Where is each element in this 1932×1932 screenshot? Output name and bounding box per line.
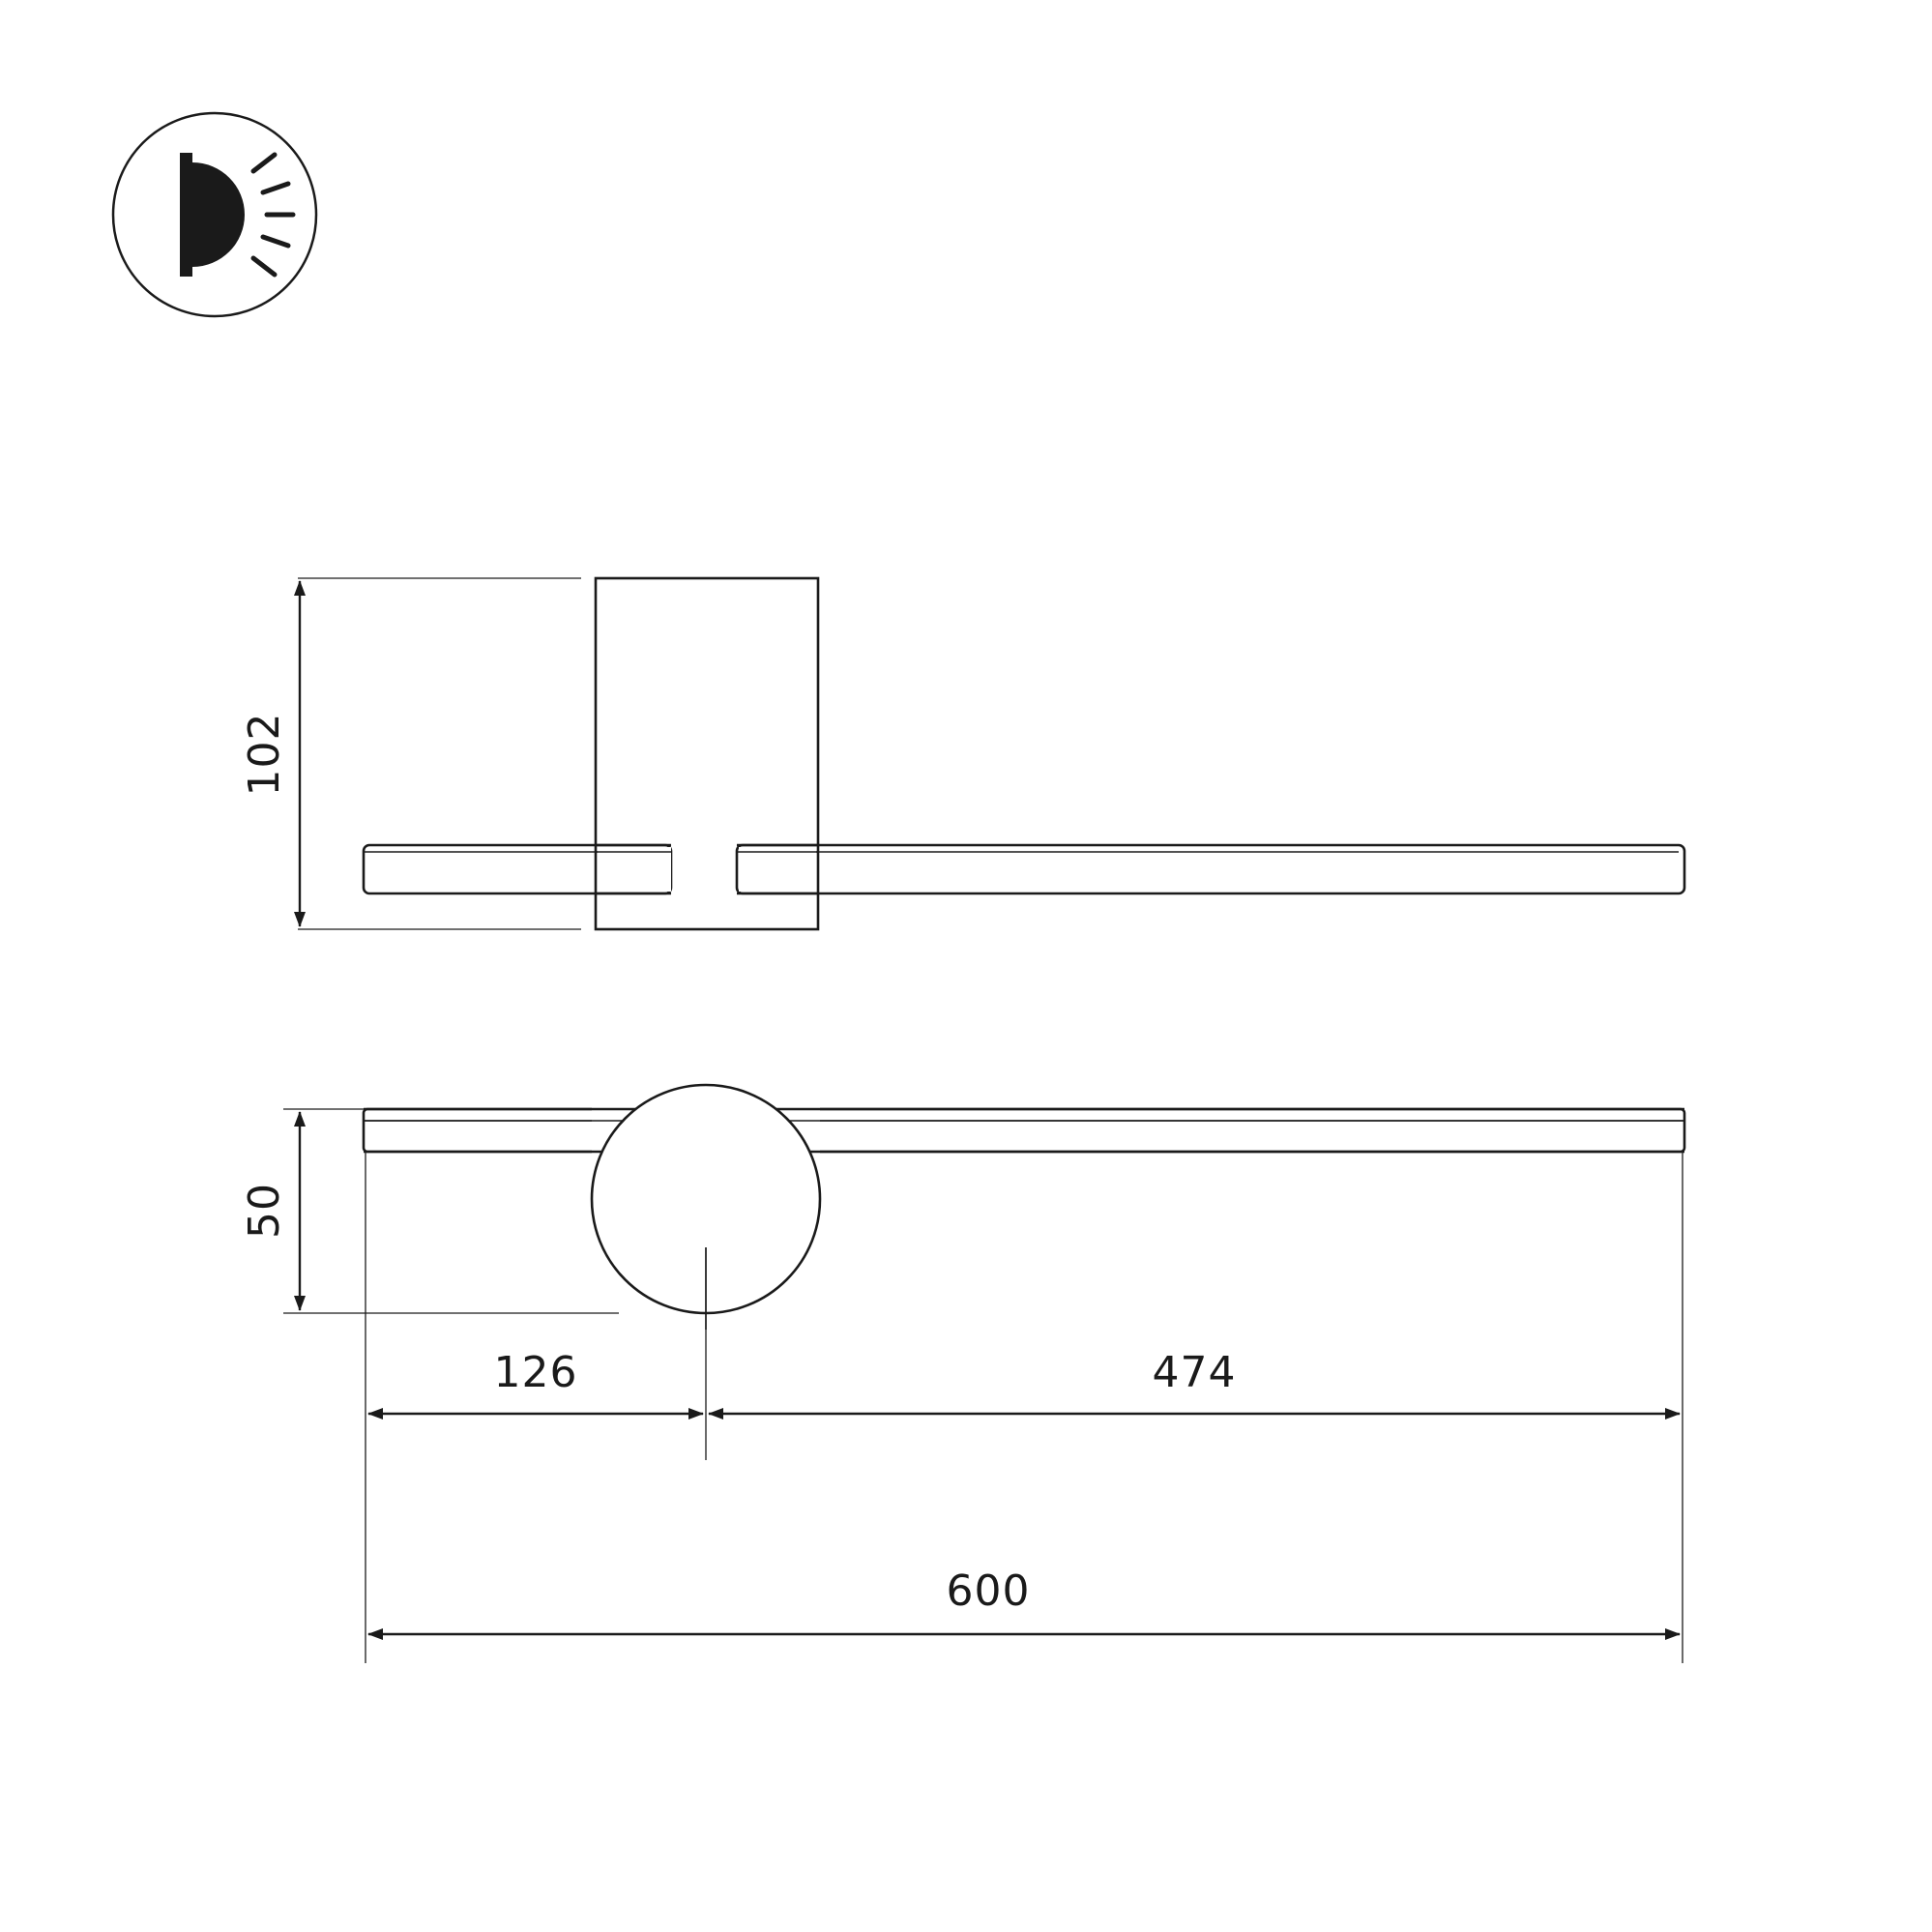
- right-arm-dimension: [709, 1348, 1680, 1414]
- symbol-wall-bar: [180, 153, 192, 277]
- left-arm-dimension: [368, 1348, 703, 1414]
- wall-washer-light-symbol: [113, 113, 316, 316]
- depth-dimension: [240, 1109, 619, 1313]
- left-arm-dimension-label: 126: [493, 1348, 578, 1397]
- overall-length-dimension-label: 600: [946, 1566, 1031, 1616]
- overall-length-dimension: [368, 1566, 1680, 1634]
- top-view-bar: [364, 1109, 1684, 1152]
- depth-dimension-label: 50: [240, 1183, 289, 1239]
- right-arm-dimension-label: 474: [1152, 1348, 1237, 1397]
- top-view-bar-edges: [364, 1109, 1684, 1152]
- front-view: [364, 578, 1684, 929]
- front-view-overlap-right: [739, 847, 816, 892]
- height-dimension: [240, 578, 581, 929]
- front-view-overlap-left: [598, 847, 671, 892]
- height-dimension-label: 102: [240, 712, 289, 797]
- top-view: [364, 1085, 1684, 1330]
